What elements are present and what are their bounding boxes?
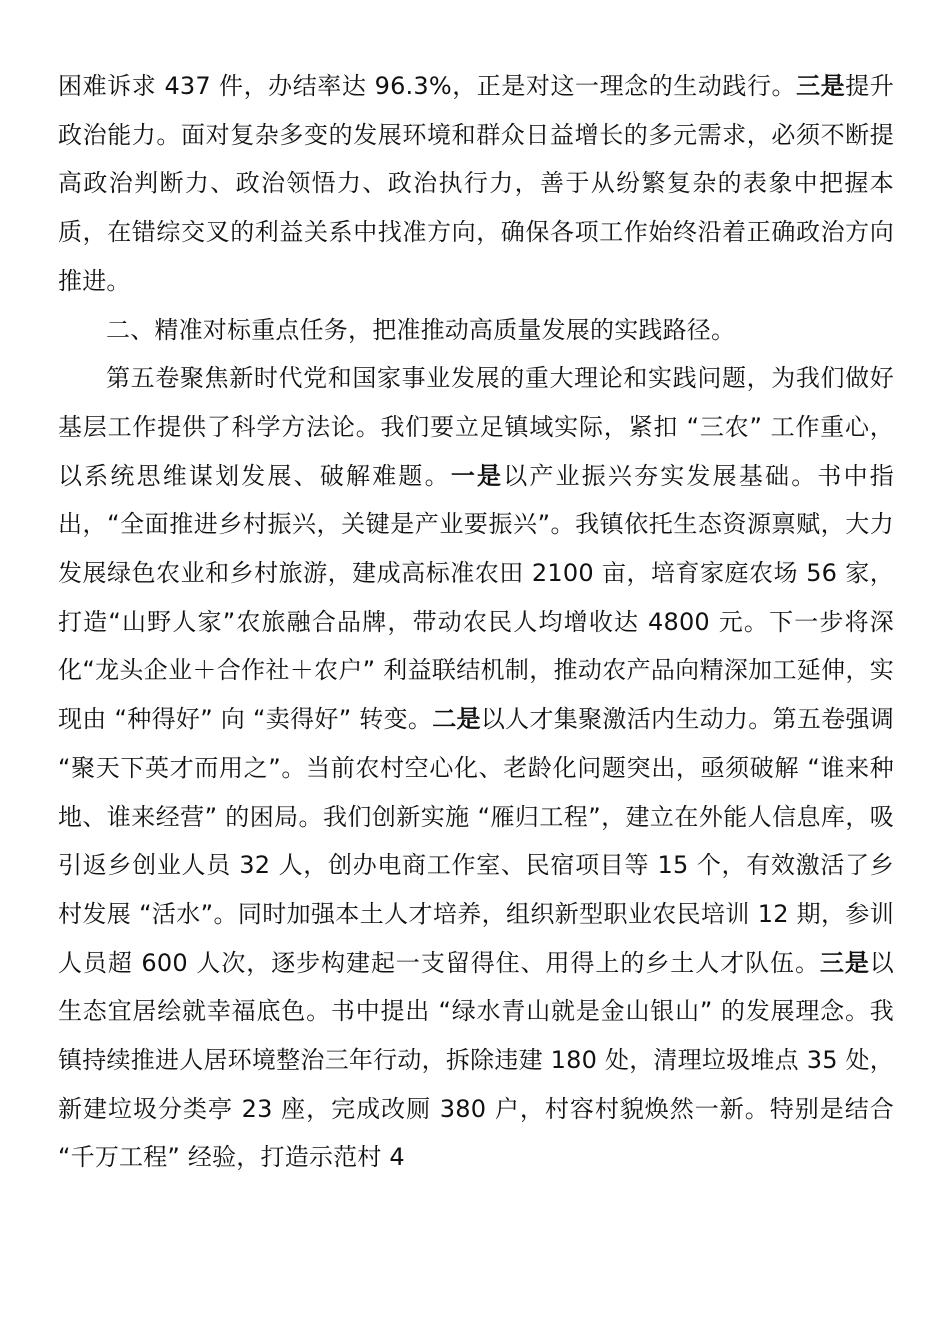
paragraph-3-text-industry: 以产业振兴夯实发展基础。书中指出，“全面推进乡村振兴，关键是产业要振兴”。我镇依托生态资源禀赋，大力发展绿色农业和乡村旅游，建成高标准农田 2100 亩，培育家庭农场 56 家，打造“山野人家”农旅融合品牌，带动农民人均增收达 4800 元。下一步将深化“龙头企业＋合作社＋农户” 利益联结机制，推动农产品向精深加工延伸，实现由 “种得好” 向 “卖得好” 转变。 — [58, 461, 895, 734]
paragraph-3-text-talent: 以人才集聚激活内生动力。第五卷强调 “聚天下英才而用之”。当前农村空心化、老龄化问题突出，亟须破解 “谁来种地、谁来经营” 的困局。我们创新实施 “雁归工程”，建立在外能人信息库，吸引返乡创业人员 32 人，创办电商工作室、民宿项目等 15 个，有效激活了乡村发展 “活水”。同时加强本土人才培养，组织新型职业农民培训 12 期，参训人员超 600 人次，逐步构建起一支留得住、用得上的乡土人才队伍。 — [58, 705, 894, 977]
paragraph-3-text-ecology: 以生态宜居绘就幸福底色。书中提出 “绿水青山就是金山银山” 的发展理念。我镇持续推进人居环境整治三年行动，拆除违建 180 处，清理垃圾堆点 35 处，新建垃圾分类亭 23 座，完成改厕 380 户，村容村貌焕然一新。特别是结合 “千万工程” 经验，打造示范村 4 — [58, 948, 894, 1172]
paragraph-3-bold-three: 三是 — [819, 948, 870, 977]
paragraph-3 — [58, 354, 894, 1182]
section-heading-text: 二、精准对标重点任务，把准推动高质量发展的实践路径。 — [106, 315, 736, 344]
paragraph-3-text-intro: 第五卷聚焦新时代党和国家事业发展的重大理论和实践问题，为我们做好基层工作提供了科学方法论。我们要立足镇域实际，紧扣 “三农” 工作重心，以系统思维谋划发展、破解难题。 — [58, 364, 894, 490]
paragraph-1-text-a: 困难诉求 437 件，办结率达 96.3%，正是对这一理念的生动践行。 — [58, 72, 797, 100]
paragraph-1 — [58, 62, 894, 306]
document-page — [58, 62, 894, 1182]
section-heading — [58, 306, 894, 355]
paragraph-1-text-b: 提升政治能力。面对复杂多变的发展环境和群众日益增长的多元需求，必须不断提高政治判断力、政治领悟力、政治执行力，善于从纷繁复杂的表象中把握本质，在错综交叉的利益关系中找准方向，确保各项工作始终沿着正确政治方向推进。 — [58, 72, 895, 295]
paragraph-3-bold-two: 二是 — [432, 705, 481, 734]
paragraph-1-bold-three: 三是 — [796, 72, 846, 100]
paragraph-3-bold-one: 一是 — [450, 461, 504, 490]
